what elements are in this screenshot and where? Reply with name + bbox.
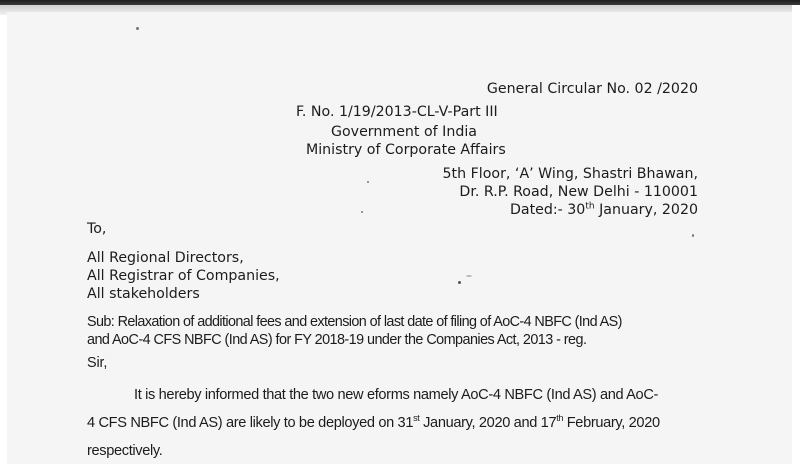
- ordinal-th: th: [556, 413, 564, 424]
- recipient-registrar: All Registrar of Companies,: [87, 268, 280, 284]
- dated-line: [510, 201, 698, 219]
- address-line-1: 5th Floor, ‘A’ Wing, Shastri Bhawan,: [442, 166, 698, 182]
- body-line-1: It is hereby informed that the two new eforms namely AoC-4 NBFC (Ind AS) and AoC-: [134, 387, 659, 403]
- file-number: F. No. 1/19/2013-CL-V-Part III: [296, 104, 498, 120]
- body-line-2-part-b: January, 2020 and 17: [419, 415, 557, 431]
- address-line-2: Dr. R.P. Road, New Delhi - 110001: [459, 184, 698, 200]
- salutation: Sir,: [87, 355, 108, 371]
- circular-number: General Circular No. 02 /2020: [486, 81, 698, 97]
- page-right-margin: [792, 5, 800, 464]
- scan-speck: [361, 211, 363, 213]
- ordinal-st: st: [413, 413, 420, 424]
- dated-ordinal: th: [585, 201, 595, 212]
- recipient-regional-directors: All Regional Directors,: [87, 250, 244, 266]
- scan-speck: [466, 275, 472, 277]
- scan-speck: [136, 27, 139, 30]
- government-name: Government of India: [331, 124, 477, 140]
- dated-suffix: January, 2020: [594, 202, 698, 218]
- body-line-2-part-c: February, 2020: [563, 415, 660, 431]
- body-line-3: respectively.: [87, 443, 163, 459]
- body-line-2: [87, 414, 660, 432]
- body-line-2-part-a: 4 CFS NBFC (Ind AS) are likely to be deployed on 31: [87, 415, 414, 431]
- subject-line-2: and AoC-4 CFS NBFC (Ind AS) for FY 2018-19 under the Companies Act, 2013 - reg.: [87, 332, 587, 348]
- recipient-stakeholders: All stakeholders: [87, 286, 200, 302]
- scan-speck: [692, 234, 694, 237]
- to-label: To,: [87, 221, 107, 237]
- ministry-name: Ministry of Corporate Affairs: [306, 142, 506, 158]
- scan-speck: [367, 181, 369, 183]
- dated-prefix: Dated:- 30: [509, 202, 586, 218]
- scan-speck: [458, 281, 461, 284]
- subject-line-1: Sub: Relaxation of additional fees and extension of last date of filing of AoC-4 NBFC (Ind AS): [87, 314, 622, 330]
